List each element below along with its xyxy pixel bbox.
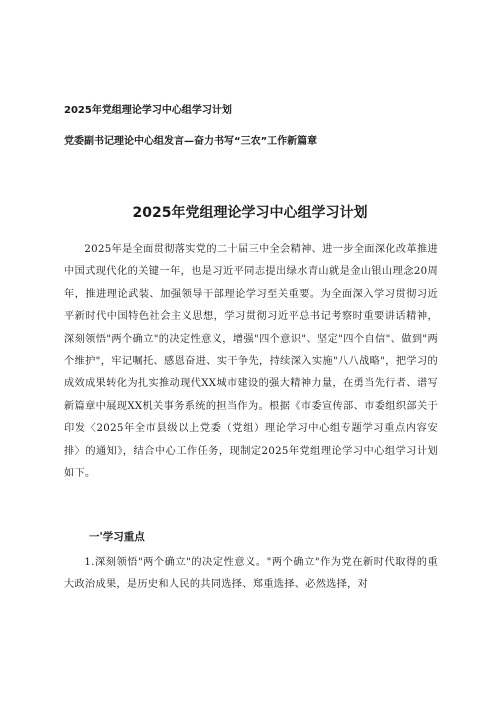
section-heading-study-focus: 一'学习重点 bbox=[89, 531, 145, 543]
study-focus-paragraph: 1.深刻领悟"两个确立"的决定性意义。"两个确立"作为党在新时代取得的重大政治成果，是历史和人民的共同选择、郑重选择、必然选择，对 bbox=[64, 557, 438, 591]
toc-entry-speech[interactable]: 党委副书记理论中心组发言—奋力书写“三农”工作新篇章 bbox=[64, 136, 318, 147]
toc-entry-study-plan[interactable]: 2025年党组理论学习中心组学习计划 bbox=[64, 105, 232, 116]
intro-paragraph: 2025年是全面贯彻落实党的二十届三中全会精神、进一步全面深化改革推进中国式现代化的关键一年，也是习近平同志提出绿水青山就是金山银山理念20周年，推进理论武装、加强领导干部理论学习至关重要。为全面深入学习贯彻习近平新时代中国特色社会主义思想，学习贯彻习近平总书记考察时重要讲话精神，深刻领悟"两个确立"的决定性意义，增强"四个意识"、坚定"四个自信"、做到"两个维护"，牢记嘱托、感恩奋进、实干争先，持续深入实施"八八战略"，把学习的成效成果转化为扎实推动现代XX城市建设的强大精神力量，在勇当先行者、谱写新篇章中展现XX机关事务系统的担当作为。根据《市委宣传部、市委组织部关于印发〈2025年全市县级以上党委（党组）理论学习中心组专题学习重点内容安排〉的通知》，结合中心工作任务，现制定2025年党组理论学习中心组学习计划如下。 bbox=[64, 244, 438, 480]
document-title: 2025年党组理论学习中心组学习计划 bbox=[132, 205, 368, 221]
